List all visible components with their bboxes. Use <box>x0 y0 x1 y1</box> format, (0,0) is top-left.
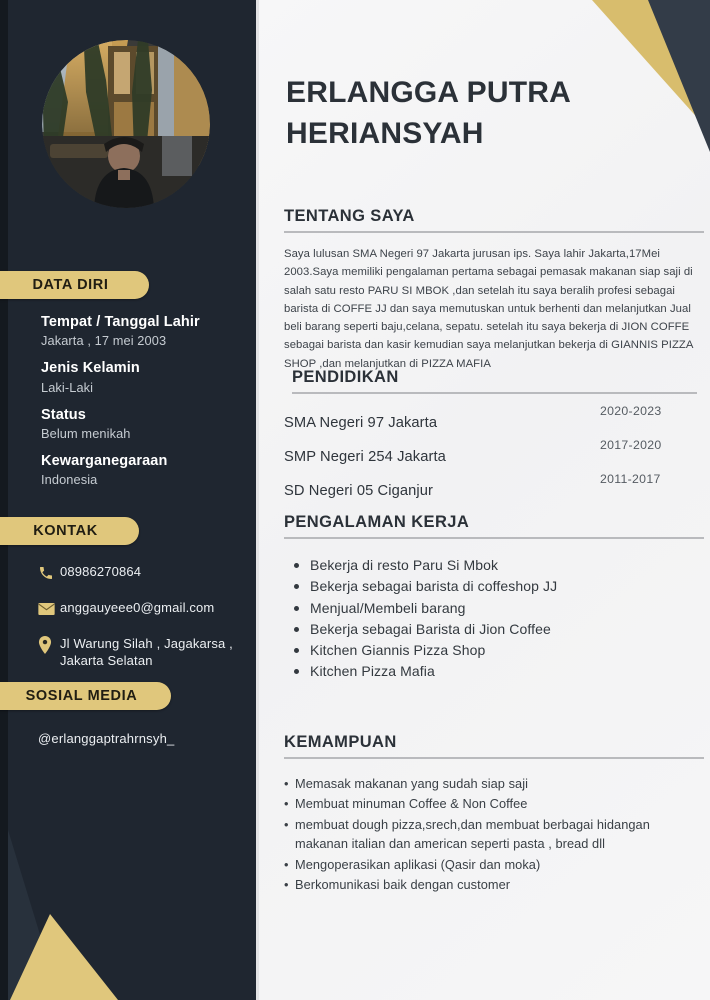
section-heading-tentang: TENTANG SAYA <box>284 207 415 225</box>
contact-address-value: Jl Warung Silah , Jagakarsa , Jakarta Selatan <box>60 636 233 669</box>
contact-row-phone[interactable] <box>38 563 253 582</box>
list-item: • Berkomunikasi baik dengan customer <box>284 875 684 894</box>
education-years: 2020-2023 <box>600 404 662 418</box>
about-paragraph: Saya lulusan SMA Negeri 97 Jakarta jurusan ips. Saya lahir Jakarta,17Mei 2003.Saya memiliki pengalaman pertama sebagai pemasak makanan siap saji di salah satu resto PARU SI MBOK ,dan setelah itu saya beralih profesi sebagai barista di COFFE JJ dan saya memutuskan untuk berhenti dan melanjutkan Jual beli barang seperti baju,celana, sepatu. setelah itu saya bekerja di JION COFFE sebagai barista dan kasir kemudian saya melanjutkan bekerja di GIANNIS PIZZA SHOP ,dan melanjutkan di PIZZA MAFIA <box>284 248 693 370</box>
data-diri-value: Laki-Laki <box>41 379 94 395</box>
section-underline <box>284 757 704 759</box>
section-underline <box>284 231 704 233</box>
data-diri-label: Tempat / Tanggal Lahir <box>41 314 200 330</box>
social-media-handle[interactable]: @erlanggaptrahrnsyh_ <box>38 731 175 746</box>
list-item: Bekerja di resto Paru Si Mbok <box>310 555 704 576</box>
section-pengalaman-kerja <box>284 513 704 683</box>
list-item: Menjual/Membeli barang <box>310 598 704 619</box>
section-heading-pendidikan: PENDIDIKAN <box>292 368 399 386</box>
education-years: 2017-2020 <box>600 438 662 452</box>
section-pendidikan <box>284 368 697 510</box>
pill-label-kontak: KONTAK <box>33 523 98 539</box>
sidebar <box>0 0 256 1000</box>
data-diri-label: Jenis Kelamin <box>41 360 140 377</box>
list-item: Kitchen Giannis Pizza Shop <box>310 640 704 661</box>
location-pin-icon <box>38 636 60 654</box>
section-pill-data-diri <box>0 271 149 299</box>
contact-row-address[interactable] <box>38 635 253 669</box>
skills-list <box>284 774 684 895</box>
education-school: SD Negeri 05 Ciganjur <box>284 483 434 499</box>
contact-row-email[interactable] <box>38 599 253 618</box>
contact-email-value: anggauyeee0@gmail.com <box>60 600 215 615</box>
list-item: • Mengoperasikan aplikasi (Qasir dan moka) <box>284 855 684 874</box>
decorative-gold-triangle <box>10 914 118 1000</box>
data-diri-value: Jakarta , 17 mei 2003 <box>41 333 167 349</box>
education-years: 2011-2017 <box>600 472 661 486</box>
phone-icon <box>38 564 60 582</box>
list-item: • membuat dough pizza,srech,dan membuat berbagai hidangan makanan italian dan american seperti pasta , bread dll <box>284 815 684 854</box>
data-diri-row <box>41 406 246 442</box>
education-row <box>284 404 697 442</box>
portrait-photo-illustration <box>42 40 210 208</box>
list-item: • Membuat minuman Coffee & Non Coffee <box>284 794 684 813</box>
panel-divider-rule <box>256 0 259 1000</box>
data-diri-row <box>41 313 246 349</box>
data-diri-value: Belum menikah <box>41 425 131 441</box>
section-underline <box>284 537 704 539</box>
list-item: Kitchen Pizza Mafia <box>310 661 704 682</box>
decorative-dark-corner <box>648 0 710 152</box>
pill-label-data-diri: DATA DIRI <box>32 277 109 293</box>
section-pill-sosial-media <box>0 682 171 710</box>
list-item: Bekerja sebagai barista di coffeshop JJ <box>310 576 704 597</box>
experience-list <box>284 555 704 683</box>
section-underline <box>292 392 697 394</box>
section-heading-pengalaman: PENGALAMAN KERJA <box>284 513 470 531</box>
main-panel <box>256 0 710 1000</box>
data-diri-row <box>41 359 246 395</box>
data-diri-value: Indonesia <box>41 472 98 488</box>
section-heading-kemampuan: KEMAMPUAN <box>284 733 397 751</box>
section-tentang-saya <box>284 207 704 373</box>
list-item: Bekerja sebagai Barista di Jion Coffee <box>310 619 704 640</box>
data-diri-list <box>41 313 246 499</box>
contact-list <box>38 563 253 686</box>
avatar <box>42 40 210 208</box>
data-diri-row <box>41 452 246 488</box>
section-pill-kontak <box>0 517 139 545</box>
page-title: ERLANGGA PUTRA HERIANSYAH <box>286 76 570 151</box>
list-item: • Memasak makanan yang sudah siap saji <box>284 774 684 793</box>
contact-phone-value: 08986270864 <box>60 564 142 579</box>
education-school: SMP Negeri 254 Jakarta <box>284 449 446 465</box>
education-row <box>284 438 697 476</box>
section-kemampuan <box>284 733 704 896</box>
education-school: SMA Negeri 97 Jakarta <box>284 415 438 431</box>
envelope-icon <box>38 600 60 618</box>
education-list <box>284 404 697 510</box>
data-diri-label: Kewarganegaraan <box>41 453 168 470</box>
data-diri-label: Status <box>41 406 86 423</box>
education-row <box>284 472 697 510</box>
pill-label-sosial-media: SOSIAL MEDIA <box>25 688 138 704</box>
sidebar-left-edge-stripe <box>0 0 8 1000</box>
